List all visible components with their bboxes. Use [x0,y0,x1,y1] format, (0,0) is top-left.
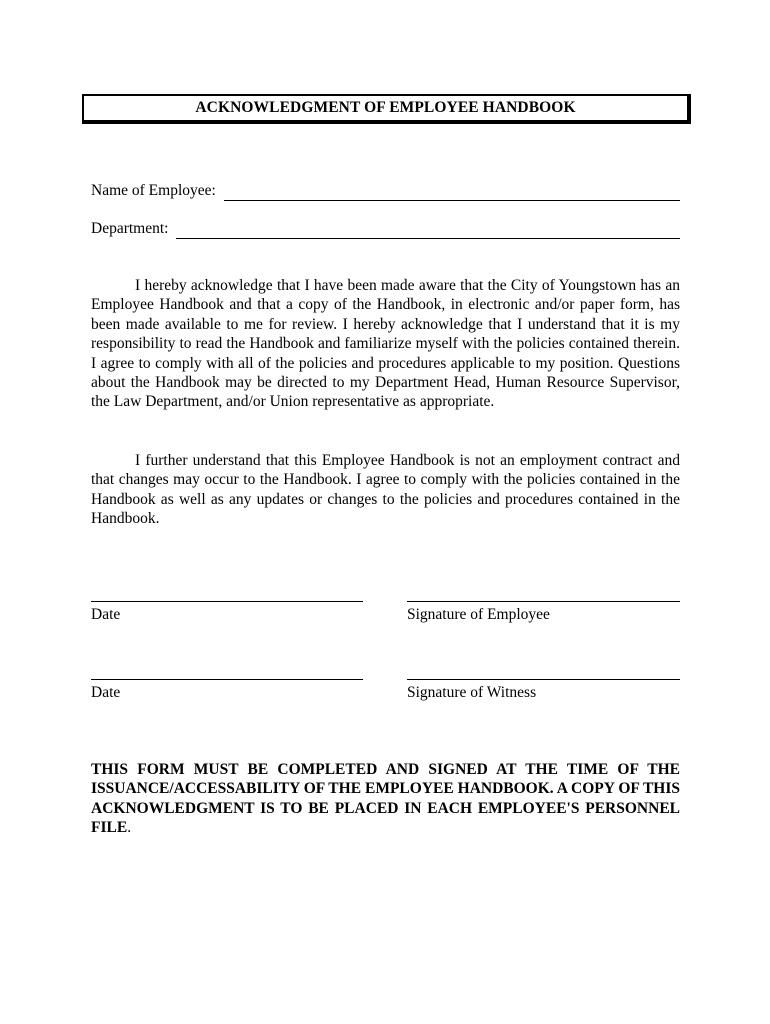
contract-disclaimer-paragraph: I further understand that this Employee Handbook is not an employment contract and that changes may occur to the Handbook. I agree to comply with the policies contained in the Handbook as well as any updates or changes to the policies and procedures contained in the Handbook. [91,452,680,528]
witness-signature-line[interactable] [407,679,680,680]
filing-notice-period: . [127,819,132,837]
department-label: Department: [91,220,169,237]
employee-signature-line[interactable] [407,601,680,602]
date-line-1[interactable] [91,601,363,602]
date-line-2[interactable] [91,679,363,680]
filing-notice [91,760,680,838]
employee-name-label: Name of Employee: [91,182,216,199]
document-title-box [82,94,691,124]
witness-signature-label: Signature of Witness [407,684,537,701]
employee-name-input-line[interactable] [224,184,680,201]
date-label-2: Date [91,684,121,701]
document-title: ACKNOWLEDGMENT OF EMPLOYEE HANDBOOK [195,99,576,116]
acknowledgment-paragraph: I hereby acknowledge that I have been made aware that the City of Youngstown has an Employee Handbook and that a copy of the Handbook, in electronic and/or paper form, has been made available to me for review. I hereby acknowledge that I understand that it is my responsibility to read the Handbook and familiarize myself with the policies contained therein. I agree to comply with all of the policies and procedures applicable to my position. Questions about the Handbook may be directed to my Department Head, Human Resource Supervisor, the Law Department, and/or Union representative as appropriate. [91,277,680,411]
department-input-line[interactable] [176,222,680,239]
employee-name-field [91,179,680,201]
date-label-1: Date [91,606,121,623]
department-field [91,217,680,239]
filing-notice-text: THIS FORM MUST BE COMPLETED AND SIGNED AT THE TIME OF THE ISSUANCE/ACCESSABILITY OF THE EMPLOYEE HANDBOOK. A COPY OF THIS ACKNOWLEDGMENT IS TO BE PLACED IN EACH EMPLOYEE'S PERSONNEL FILE [91,761,680,837]
employee-signature-label: Signature of Employee [407,606,550,623]
